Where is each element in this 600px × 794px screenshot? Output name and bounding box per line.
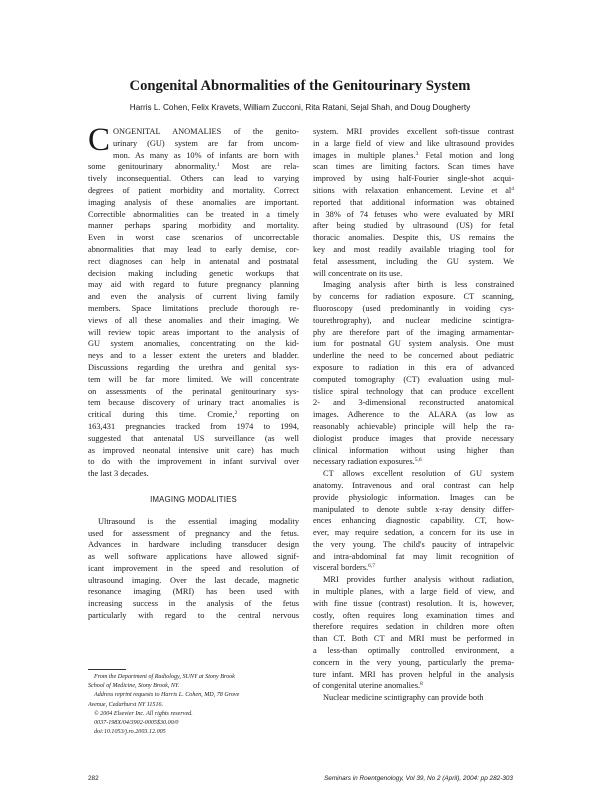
left-column [88, 122, 300, 622]
text-line: in multiple planes, with a large field of view, and [313, 587, 514, 597]
text-line: critical during this time. Cromie,$^2$ reporting on [88, 410, 300, 420]
text-line: improved by using half-Fourier single-shot acqui- [313, 174, 514, 184]
text-line: tislice spiral technology that can produce excellent [313, 386, 514, 396]
text-line: ences enhancing diagnostic capability. CT, how- [313, 516, 514, 526]
author-list: Harris L. Cohen, Felix Kravets, William Zucconi, Rita Ratani, Sejal Shah, and Doug Dougherty [129, 103, 471, 112]
citation-ref: 2 [234, 410, 238, 417]
text-line: concern in the very young, particularly the prema- [313, 657, 514, 667]
right-column [313, 126, 514, 704]
text-line: 163,431 pregnancies tracked from 1974 to 1994, [88, 421, 299, 431]
text-line: CT allows excellent resolution of GU system [323, 469, 514, 479]
text-line: suggested that antenatal US surveillance (as well [88, 433, 299, 443]
text-line: imaging analysis of these anomalies are important. [88, 197, 299, 207]
text-line: with fine tissue (contrast) resolution. It is, however, [313, 598, 514, 608]
text-line: ium for postnatal GU system analysis. One must [313, 339, 514, 349]
text-line: sitions with relaxation enhancement. Levine et $al^4$ [313, 185, 514, 195]
text-line: 2- and 3-dimensional reconstructed anatomical [313, 398, 514, 408]
text-line: Ultrasound is the essential imaging modality [98, 516, 299, 526]
footnote-line: 0037-198X/04/3902-0005$30.00/0 [94, 720, 179, 727]
citation-ref: 1 [216, 162, 220, 169]
text-line: after being studied by ultrasound (US) for fetal [313, 221, 514, 231]
article-title: Congenital Abnormalities of the Genitourinary System [129, 78, 471, 94]
text-line: by concerns for radiation exposure. CT scanning, [313, 292, 514, 302]
text-line: thoracic anomalies. Despite this, US remains the [313, 233, 514, 243]
text-line: used for assessment of pregnancy and the fetus. [88, 528, 299, 538]
text-line: visceral borders.$^{6,7}$ [313, 563, 376, 573]
text-line: may aid with regard to future pregnancy planning [88, 280, 299, 290]
text-line: diologist produce images that provide necessary [313, 433, 514, 443]
text-line: costly, often requires long examination times and [313, 610, 514, 620]
text-line: decision making including genetic workups that [88, 268, 299, 278]
text-line: tourethrography), and nuclear medicine scintigra- [313, 315, 514, 325]
text-line: tem will be far more limited. We will concentrate [88, 374, 299, 384]
postnatal-imaging-paragraph [313, 279, 514, 468]
text-line: Imaging analysis after birth is less constrained [323, 280, 514, 290]
footnote-line: Address reprint requests to Harris L. Cohen, MD, 78 Grove [94, 692, 240, 699]
text-line: will review topic areas important to the analysis of [88, 327, 299, 337]
text-line: ONGENITAL ANOMALIES of the genito- [113, 127, 299, 136]
drop-cap: C [88, 122, 111, 158]
text-line: phy are therefore part of the imaging armamentar- [313, 327, 514, 337]
text-line: Advances in hardware including transducer design [88, 540, 299, 550]
ultrasound-paragraph [88, 516, 299, 622]
text-line: the last 3 decades. [88, 469, 149, 479]
footnote-line: Avenue, Cedarhurst NY 11516. [88, 701, 164, 708]
citation-ref: 3 [415, 150, 419, 157]
text-line: of congenital uterine anomalies.$^8$ [313, 681, 423, 691]
text-line: Nuclear medicine scintigraphy can provide both [323, 693, 484, 703]
text-line: images. Adherence to the ALARA (as low as [313, 410, 514, 420]
mri-further-paragraph [313, 574, 514, 692]
text-line: fetal assessment, including the GU system. We [313, 256, 514, 266]
text-line: manipulated to denote subtle x-ray density differ- [313, 504, 514, 514]
text-line: views of all these anomalies and their imaging. We [88, 315, 299, 325]
text-line: rect diagnoses can help in antenatal and postnatal [88, 256, 299, 266]
intro-paragraph [88, 122, 300, 480]
text-line: in 38% of 74 fetuses who were evaluated by MRI [313, 209, 514, 219]
text-line: as well software applications have allowed signif- [88, 552, 299, 562]
text-line: reasonably achievable) principle will help the ra- [313, 421, 514, 431]
text-line: the very young. The child's paucity of intrapelvic [313, 539, 514, 549]
text-line: some genitourinary abnormality.$^1$ Most are rela- [88, 162, 299, 172]
text-line: urinary (GU) system are far from uncom- [113, 138, 299, 148]
text-line: on assessments of the perinatal genitourinary sys- [88, 386, 299, 396]
text-line: resonance imaging (MRI) has been used with [88, 587, 299, 597]
text-line: system. MRI provides excellent soft-tissue contrast [313, 127, 514, 136]
text-line: and even the analysis of current living family [88, 292, 299, 302]
text-line: increasing success in the analysis of the fetus [88, 599, 299, 609]
text-line: manner perhaps sparing morbidity and mortality. [88, 221, 299, 231]
text-line: abnormalities that may lead to early demise, cor- [88, 244, 299, 254]
text-line: reported that additional information was obtained [313, 197, 514, 207]
text-line: provide physiologic information. Images can be [313, 492, 514, 502]
text-line: will concentrate on its use. [313, 268, 403, 278]
page-number: 282 [88, 775, 99, 782]
text-line: key and most readily available triaging tool for [313, 244, 514, 254]
citation-ref: 5,6 [414, 457, 422, 464]
text-line: in a large field of view and like ultrasound provides [313, 138, 514, 148]
footnote-line: From the Department of Radiology, SUNY at Stony Brook [94, 674, 235, 680]
citation-ref: 4 [511, 185, 514, 192]
text-line: computed tomography (CT) evaluation using mul- [313, 374, 514, 384]
journal-citation: Seminars in Roentgenology, Vol 39, No 2 (April), 2004: pp 282-303 [324, 775, 513, 782]
text-line: therefore requires sedation in children more often [313, 622, 514, 632]
text-line: anatomy. Intravenous and oral contrast can help [313, 480, 514, 490]
text-line: fluoroscopy (used predominantly in voiding cys- [313, 303, 514, 313]
text-line: Even in worst case scenarios of uncorrectable [88, 233, 299, 243]
citation-ref: 8 [420, 681, 423, 688]
text-line: underline the need to be concerned about pediatric [313, 351, 514, 361]
text-line: members. Space limitations preclude thorough re- [88, 303, 299, 313]
text-line: GU system anomalies, concentrating on the kid- [88, 339, 299, 349]
footnote-line: School of Medicine, Stony Brook, NY. [88, 683, 180, 690]
text-line: MRI provides further analysis without radiation, [323, 575, 514, 585]
text-line: a less-than optimally controlled environment, a [313, 646, 514, 656]
text-line: exposure to radiation in this era of advanced [313, 362, 514, 372]
text-line: and intra-abdominal fat may limit recognition of [313, 551, 514, 561]
nuclear-medicine-paragraph [313, 692, 514, 704]
footnote-line: © 2004 Elsevier Inc. All rights reserved. [94, 710, 193, 717]
text-line: necessary radiation exposures.$^{5,6}$ [313, 457, 422, 467]
text-line: as improved neonatal intensive unit care) has much [88, 445, 299, 455]
text-line: neys and to a lesser extent the ureters and bladder. [88, 351, 299, 361]
footnote-line: doi:10.1053/j.ro.2003.12.005 [94, 729, 166, 736]
text-line: mon. As many as 10% of infants are born with [113, 150, 299, 160]
mri-paragraph [313, 126, 514, 279]
affiliation-footnote [88, 673, 298, 737]
text-line: images in multiple planes.$^3$ Fetal motion and long [313, 150, 514, 160]
text-line: clinical information without using higher than [313, 445, 514, 455]
text-line: scan times are limiting factors. Scan times have [313, 162, 514, 172]
text-line: tem because discovery of urinary tract anomalies is [88, 398, 299, 408]
text-line: ever, may require sedation, a concern for its use in [313, 528, 514, 538]
text-line: icant improvement in the speed and resolution of [88, 563, 299, 573]
text-line: tively inconsequential. Others can lead to varying [88, 174, 299, 184]
section-heading: IMAGING MODALITIES [150, 494, 237, 504]
citation-ref: 6,7 [368, 563, 376, 570]
ct-paragraph [313, 468, 514, 574]
text-line: Correctible abnormalities can be treated in a timely [88, 209, 299, 219]
text-line: than CT. Both CT and MRI must be performed in [313, 634, 514, 644]
text-line: degrees of patient morbidity and mortality. Correct [88, 185, 299, 195]
text-line: ultrasound imaging. Over the last decade, magnetic [88, 575, 299, 585]
text-line: Discussions regarding the urethra and genital sys- [88, 362, 299, 372]
text-line: to do with the improvement in infant survival over [88, 457, 299, 467]
text-line: particularly with regard to the central nervous [88, 611, 299, 621]
text-line: ture infant. MRI has proven helpful in the analysis [313, 669, 514, 679]
footnote-divider [88, 669, 126, 670]
